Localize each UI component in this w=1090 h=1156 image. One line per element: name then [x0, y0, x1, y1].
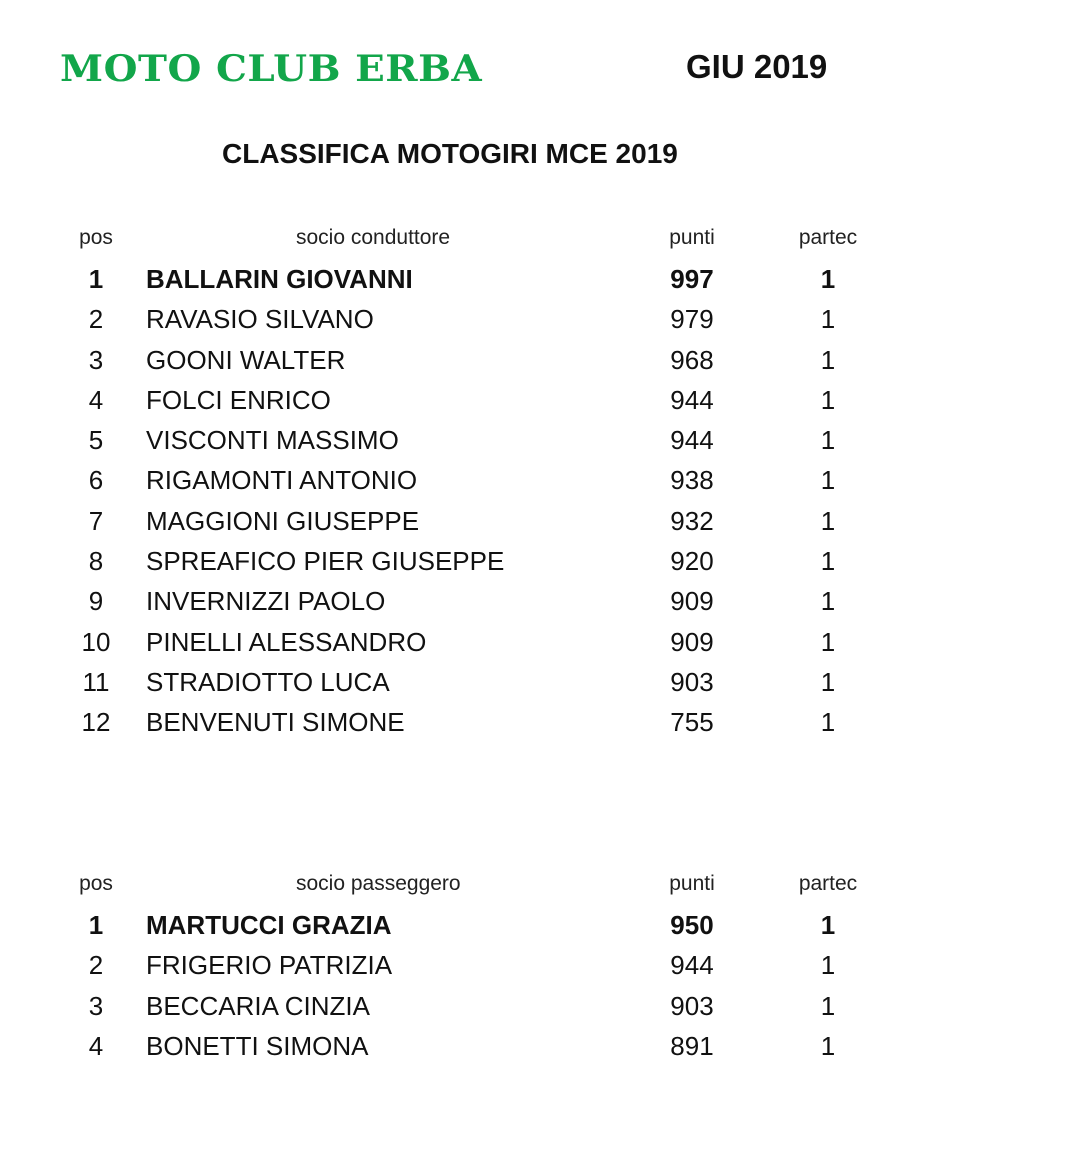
- pos-cell: 7: [88, 505, 104, 536]
- header-participations: partec: [798, 872, 858, 895]
- table-row: [0, 298, 1090, 338]
- name-cell: GOONI WALTER: [146, 344, 346, 375]
- pos-cell: 10: [81, 626, 111, 657]
- participations-cell: 1: [820, 910, 836, 940]
- table-row: [0, 459, 1090, 499]
- pos-cell: 3: [88, 344, 104, 375]
- points-cell: 979: [670, 304, 714, 335]
- club-name: MOTO CLUB ERBA: [60, 48, 483, 90]
- pos-cell: 1: [88, 264, 104, 294]
- header-participations: partec: [798, 226, 858, 249]
- header-points: punti: [669, 872, 715, 895]
- header-pos: pos: [79, 226, 113, 249]
- participations-cell: 1: [820, 950, 836, 981]
- passengers-rows: [0, 904, 1090, 1065]
- table-row: [0, 500, 1090, 540]
- participations-cell: 1: [820, 990, 836, 1021]
- header-name: socio passeggero: [296, 872, 461, 895]
- passengers-table-header: [0, 868, 1090, 904]
- points-cell: 909: [670, 626, 714, 657]
- pos-cell: 9: [88, 586, 104, 617]
- table-row: [0, 540, 1090, 580]
- table-row: [0, 661, 1090, 701]
- name-cell: PINELLI ALESSANDRO: [146, 626, 427, 657]
- participations-cell: 1: [820, 465, 836, 496]
- pos-cell: 8: [88, 546, 104, 577]
- month-label: GIU 2019: [686, 48, 828, 85]
- header-points: punti: [669, 226, 715, 249]
- pos-cell: 12: [81, 707, 111, 738]
- points-cell: 909: [670, 586, 714, 617]
- table-row: [0, 379, 1090, 419]
- participations-cell: 1: [820, 344, 836, 375]
- pos-cell: 4: [88, 384, 104, 415]
- participations-cell: 1: [820, 707, 836, 738]
- participations-cell: 1: [820, 666, 836, 697]
- drivers-rows: [0, 258, 1090, 742]
- pos-cell: 3: [88, 990, 104, 1021]
- pos-cell: 4: [88, 1030, 104, 1061]
- pos-cell: 5: [88, 425, 104, 456]
- pos-cell: 1: [88, 910, 104, 940]
- participations-cell: 1: [820, 304, 836, 335]
- name-cell: BONETTI SIMONA: [146, 1030, 369, 1061]
- participations-cell: 1: [820, 425, 836, 456]
- participations-cell: 1: [820, 264, 836, 294]
- table-row: [0, 339, 1090, 379]
- pos-cell: 6: [88, 465, 104, 496]
- points-cell: 950: [670, 910, 714, 940]
- points-cell: 944: [670, 384, 714, 415]
- participations-cell: 1: [820, 1030, 836, 1061]
- name-cell: FRIGERIO PATRIZIA: [146, 950, 393, 981]
- table-row: [0, 985, 1090, 1025]
- name-cell: SPREAFICO PIER GIUSEPPE: [146, 546, 505, 577]
- table-row: [0, 419, 1090, 459]
- drivers-table: [0, 222, 1090, 742]
- points-cell: 932: [670, 505, 714, 536]
- pos-cell: 2: [88, 304, 104, 335]
- table-row: [0, 580, 1090, 620]
- name-cell: BECCARIA CINZIA: [146, 990, 370, 1021]
- drivers-table-header: [0, 222, 1090, 258]
- header-name: socio conduttore: [296, 226, 451, 249]
- points-cell: 997: [670, 264, 714, 294]
- table-row: [0, 904, 1090, 944]
- pos-cell: 11: [82, 666, 110, 697]
- points-cell: 755: [670, 707, 714, 738]
- points-cell: 891: [670, 1030, 714, 1061]
- header-pos: pos: [79, 872, 113, 895]
- name-cell: RAVASIO SILVANO: [146, 304, 374, 335]
- participations-cell: 1: [820, 586, 836, 617]
- name-cell: MARTUCCI GRAZIA: [146, 910, 392, 940]
- name-cell: BALLARIN GIOVANNI: [146, 264, 413, 294]
- table-row: [0, 944, 1090, 984]
- points-cell: 938: [670, 465, 714, 496]
- table-row: [0, 1025, 1090, 1065]
- name-cell: VISCONTI MASSIMO: [146, 425, 399, 456]
- points-cell: 903: [670, 666, 714, 697]
- passengers-table: [0, 868, 1090, 1065]
- page-title: CLASSIFICA MOTOGIRI MCE 2019: [222, 138, 678, 169]
- name-cell: RIGAMONTI ANTONIO: [146, 465, 418, 496]
- table-row: [0, 621, 1090, 661]
- participations-cell: 1: [820, 505, 836, 536]
- participations-cell: 1: [820, 384, 836, 415]
- name-cell: STRADIOTTO LUCA: [146, 666, 390, 697]
- points-cell: 920: [670, 546, 714, 577]
- name-cell: FOLCI ENRICO: [146, 384, 331, 415]
- points-cell: 968: [670, 344, 714, 375]
- name-cell: MAGGIONI GIUSEPPE: [146, 505, 420, 536]
- table-row: [0, 258, 1090, 298]
- points-cell: 944: [670, 425, 714, 456]
- participations-cell: 1: [820, 546, 836, 577]
- table-row: [0, 701, 1090, 741]
- pos-cell: 2: [88, 950, 104, 981]
- participations-cell: 1: [820, 626, 836, 657]
- points-cell: 944: [670, 950, 714, 981]
- points-cell: 903: [670, 990, 714, 1021]
- name-cell: INVERNIZZI PAOLO: [146, 586, 386, 617]
- name-cell: BENVENUTI SIMONE: [146, 707, 405, 738]
